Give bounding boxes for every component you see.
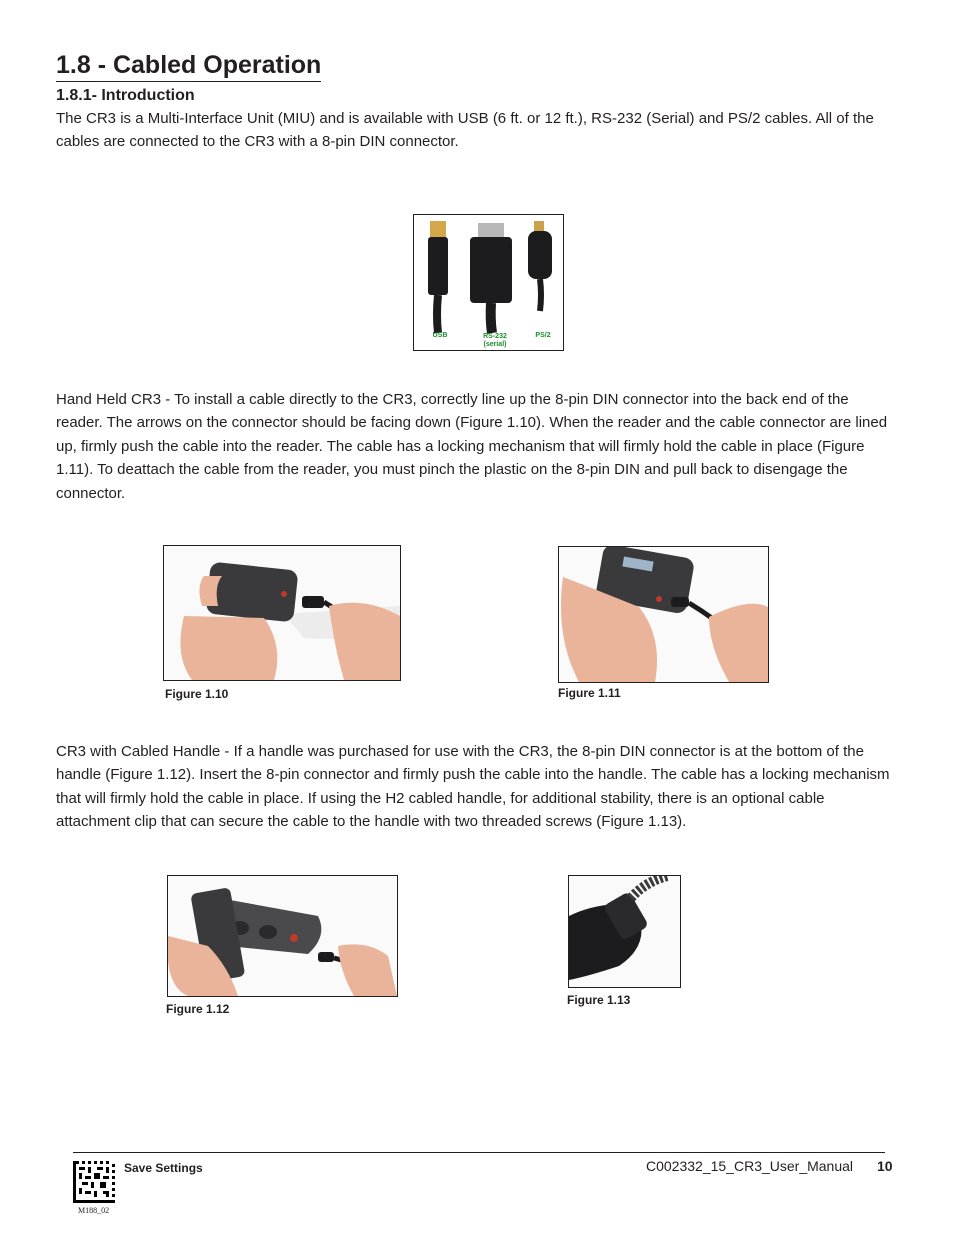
usb-connector-body xyxy=(428,237,448,295)
footer-barcode-code: M188_02 xyxy=(78,1206,110,1215)
left-hand xyxy=(180,616,277,680)
cables-figure xyxy=(413,214,564,351)
page-title: 1.8 - Cabled Operation xyxy=(56,50,321,82)
label-usb: USB xyxy=(432,332,448,339)
section-subtitle: 1.8.1- Introduction xyxy=(56,87,195,104)
footer-document-name: C002332_15_CR3_User_Manual xyxy=(646,1158,854,1174)
footer-rule xyxy=(73,1152,885,1153)
handle-cable-insert-illustration xyxy=(168,876,397,996)
handheld-paragraph: Hand Held CR3 - To install a cable directly to the CR3, correctly line up the 8-pin DIN connector into the back end of the reader. The arrows on the connector should be facing down (Figure 1.10). When the reader and the cable connector are lined up, firmly push the cable into the reader. The cable has a locking mechanism that will firmly hold the cable in place (Figure 1.11). To deattach the cable from the reader, you must pinch the plastic on the 8-pin DIN and pull back to disengage the connector. xyxy=(56,391,888,502)
din-connector xyxy=(671,597,689,607)
footer-page-number: 10 xyxy=(877,1158,893,1174)
figure-1-11-image xyxy=(558,546,769,683)
figure-1-12-image xyxy=(167,875,398,997)
ps2-cable xyxy=(540,279,541,311)
figure-1-12-caption: Figure 1.12 xyxy=(166,1002,230,1016)
serial-plug-tip xyxy=(478,223,504,239)
label-rs232: RS-232 xyxy=(483,333,507,340)
footer-save-settings: Save Settings xyxy=(124,1161,203,1175)
label-ps2: PS/2 xyxy=(535,332,551,339)
figure-1-13-image xyxy=(568,875,681,988)
handle-paragraph: CR3 with Cabled Handle - If a handle was purchased for use with the CR3, the 8-pin DIN connector is at the bottom of the handle (Figure 1.12). Insert the 8-pin connector and firmly push the cable into the handle. The cable has a locking mechanism that will firmly hold the cable in place. If using the H2 cabled handle, for additional stability, there is an optional cable attachment clip that can secure the cable to the handle with two threaded screws (Figure 1.13). xyxy=(56,743,890,831)
datamatrix-barcode xyxy=(73,1160,115,1204)
usb-plug-tip xyxy=(430,221,446,239)
din-connector xyxy=(318,952,334,962)
label-serial: (serial) xyxy=(483,341,507,348)
intro-paragraph: The CR3 is a Multi-Interface Unit (MIU) and is available with USB (6 ft. or 12 ft.), RS-232 (Serial) and PS/2 cables. All of the cables are connected to the CR3 with a 8-pin DIN connector. xyxy=(56,110,874,151)
reader-cable-locked-illustration xyxy=(559,547,768,682)
figure-1-11-caption: Figure 1.11 xyxy=(558,686,621,700)
din-connector xyxy=(302,596,324,608)
usb-cable xyxy=(437,295,438,333)
serial-cable xyxy=(491,303,492,333)
cable-clip-illustration xyxy=(569,876,680,987)
reader-cable-insert-illustration xyxy=(164,546,400,680)
figure-1-10-image xyxy=(163,545,401,681)
cables-illustration xyxy=(414,215,563,350)
figure-1-10-caption: Figure 1.10 xyxy=(165,687,229,701)
figure-1-13-caption: Figure 1.13 xyxy=(567,993,631,1007)
ps2-connector-body xyxy=(528,231,552,279)
serial-connector-body xyxy=(470,237,512,303)
